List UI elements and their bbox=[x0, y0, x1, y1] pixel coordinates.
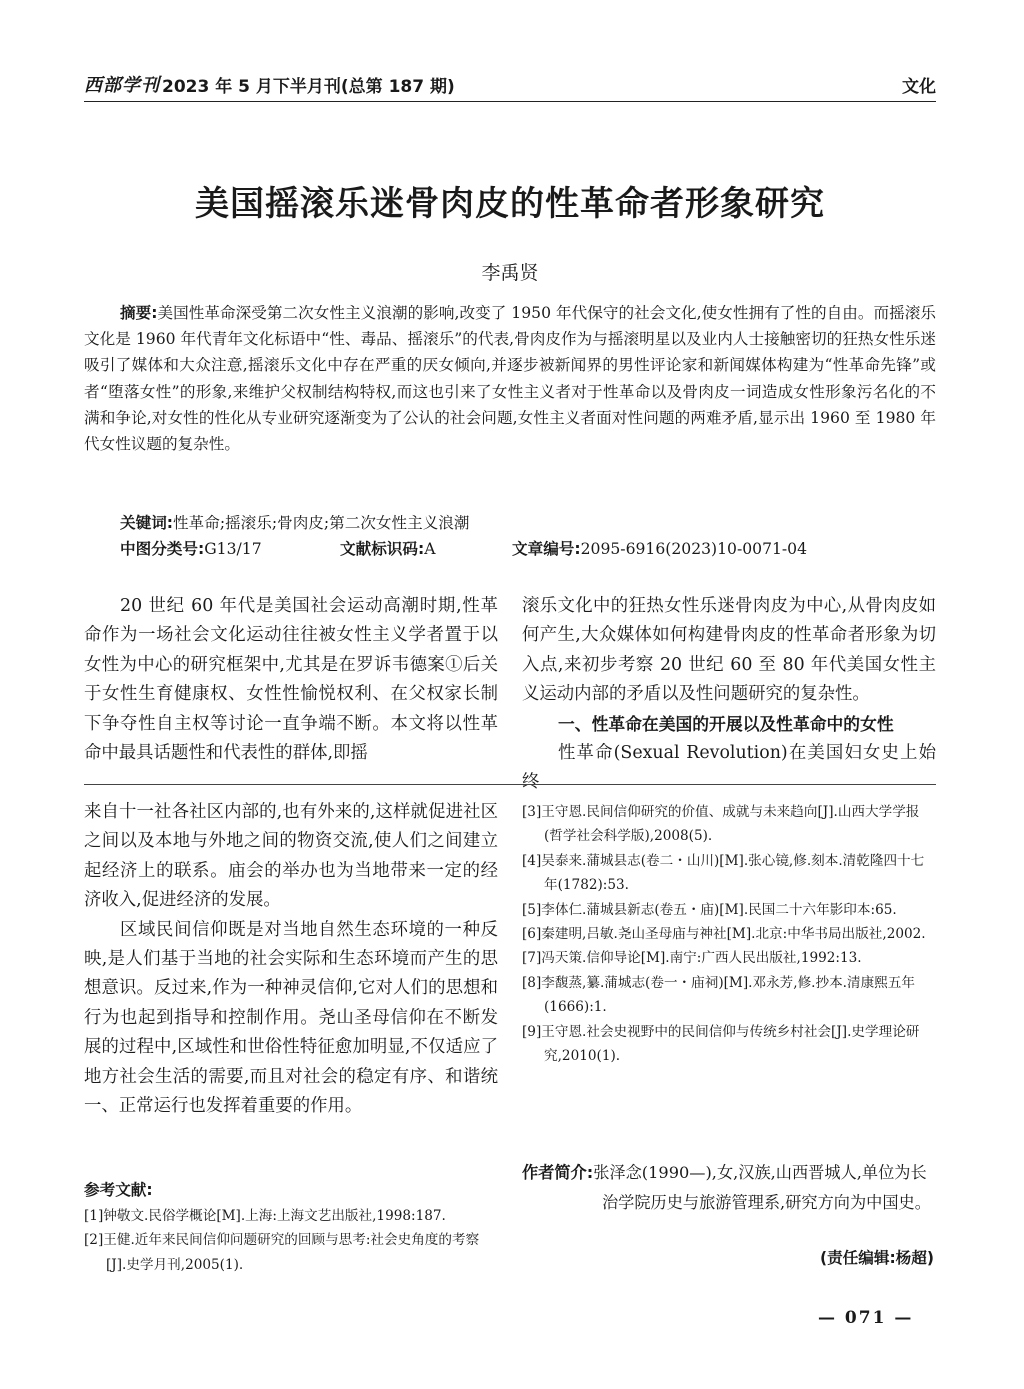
abstract bbox=[84, 300, 936, 457]
body-paragraph: 滚乐文化中的狂热女性乐迷骨肉皮为中心,从骨肉皮如何产生,大众媒体如何构建骨肉皮的性革命者形象为切入点,来初步考察 20 世纪 60 至 80 年代美国女性主义运动内部的矛盾以及性问题研究的复杂性。 bbox=[522, 596, 936, 705]
reference-item: [2]王健.近年来民间信仰问题研究的回顾与思考:社会史角度的考察[J].史学月刊,2005(1). bbox=[84, 1232, 480, 1273]
reference-item: [5]李体仁.蒲城县新志(卷五・庙)[M].民国二十六年影印本:65. bbox=[522, 901, 897, 918]
author-name: 李禹贤 bbox=[481, 262, 539, 284]
section-heading: 一、性革命在美国的开展以及性革命中的女性 bbox=[558, 713, 894, 734]
article-title: 美国摇滚乐迷骨肉皮的性革命者形象研究 bbox=[195, 184, 825, 224]
section-name: 文化 bbox=[902, 77, 936, 97]
author-intro-text: 张泽念(1990—),女,汉族,山西晋城人,单位为长治学院历史与旅游管理系,研究方向为中国史。 bbox=[593, 1163, 931, 1212]
page-divider bbox=[84, 784, 936, 785]
article-number bbox=[512, 536, 807, 562]
reference-item: [9]王守恩.社会史视野中的民间信仰与传统乡村社会[J].史学理论研究,2010(1). bbox=[522, 1023, 920, 1065]
reference-item: [8]李馥蒸,纂.蒲城志(卷一・庙祠)[M].邓永芳,修.抄本.清康熙五年(1666):1. bbox=[522, 974, 915, 1016]
page-number: — 071 — bbox=[818, 1308, 914, 1328]
doc-value: A bbox=[424, 540, 436, 558]
body-paragraph: 性革命(Sexual Revolution)在美国妇女史上始终 bbox=[522, 743, 936, 793]
body-paragraph: 区域民间信仰既是对当地自然生态环境的一种反映,是人们基于当地的社会实际和生态环境而产生的思想意识。反过来,作为一种神灵信仰,它对人们的思想和行为也起到指导和控制作用。尧山圣母信仰在不断发展的过程中,区域性和世俗性特征愈加明显,不仅适应了地方社会生活的需要,而且对社会的稳定有序、和谐统一、正常运行也发挥着重要的作用。 bbox=[84, 919, 498, 1117]
abstract-text: 美国性革命深受第二次女性主义浪潮的影响,改变了 1950 年代保守的社会文化,使女性拥有了性的自由。而摇滚乐文化是 1960 年代青年文化标语中“性、毒品、摇滚乐”的代表,骨肉皮作为与摇滚明星以及业内人士接触密切的狂热女性乐迷吸引了媒体和大众注意,摇滚乐文化中存在严重的厌女倾向,并逐步被新闻界的男性评论家和新闻媒体构建为“性革命先锋”或者“堕落女性”的形象,来维护父权制结构特权,而这也引来了女性主义者对于性革命以及骨肉皮一词造成女性形象污名化的不满和争论,对女性的性化从专业研究逐渐变为了公认的社会问题,女性主义者面对性问题的两难矛盾,显示出 1960 至 1980 年代女性议题的复杂性。 bbox=[84, 304, 936, 454]
author-intro-label: 作者简介: bbox=[522, 1163, 594, 1182]
body-bottom-left-column bbox=[84, 798, 498, 1121]
references-heading: 参考文献: bbox=[84, 1181, 153, 1199]
journal-logo: 西部学刊 bbox=[84, 75, 160, 96]
body-top-left-column bbox=[84, 592, 498, 768]
body-top-right-column bbox=[522, 592, 936, 798]
reference-item: [3]王守恩.民间信仰研究的价值、成就与未来趋向[J].山西大学学报(哲学社会科学版),2008(5). bbox=[522, 804, 920, 845]
author-intro-text-wrap bbox=[522, 1158, 936, 1218]
reference-item: [6]秦建明,吕敏.尧山圣母庙与神社[M].北京:中华书局出版社,2002. bbox=[522, 926, 926, 943]
header-left bbox=[84, 71, 455, 97]
clc-value: G13/17 bbox=[204, 540, 262, 558]
keywords-text: 性革命;摇滚乐;骨肉皮;第二次女性主义浪潮 bbox=[173, 514, 470, 532]
references-right bbox=[522, 800, 936, 1068]
reference-item: [7]冯天策.信仰导论[M].南宁:广西人民出版社,1992:13. bbox=[522, 950, 862, 967]
classification-line bbox=[120, 536, 807, 562]
document-code bbox=[340, 536, 512, 562]
clc-label: 中图分类号: bbox=[120, 540, 205, 558]
doc-label: 文献标识码: bbox=[340, 540, 425, 558]
reference-item: [4]吴泰来.蒲城县志(卷二・山川)[M].张心镜,修.刻本.清乾隆四十七年(1782):53. bbox=[522, 852, 925, 894]
body-paragraph: 20 世纪 60 年代是美国社会运动高潮时期,性革命作为一场社会文化运动往往被女性主义学者置于以女性为中心的研究框架中,尤其是在罗诉韦德案①后关于女性生育健康权、女性性愉悦权利、在父权家长制下争夺性自主权等讨论一直争端不断。本文将以性革命中最具话题性和代表性的群体,即摇 bbox=[84, 596, 498, 764]
responsible-editor: (责任编辑:杨超) bbox=[819, 1249, 934, 1267]
keywords-label: 关键词: bbox=[120, 514, 174, 532]
reference-item: [1]钟敬文.民俗学概论[M].上海:上海文艺出版社,1998:187. bbox=[84, 1208, 446, 1224]
keywords bbox=[120, 510, 469, 536]
article-label: 文章编号: bbox=[512, 540, 581, 558]
issue-info: 2023 年 5 月下半月刊(总第 187 期) bbox=[162, 77, 455, 97]
running-header bbox=[84, 72, 936, 102]
clc-number bbox=[120, 536, 340, 562]
body-paragraph: 来自十一社各社区内部的,也有外来的,这样就促进社区之间以及本地与外地之间的物资交流,使人们之间建立起经济上的联系。庙会的举办也为当地带来一定的经济收入,促进经济的发展。 bbox=[84, 802, 498, 911]
author-introduction bbox=[522, 1158, 936, 1218]
article-value: 2095-6916(2023)10-0071-04 bbox=[580, 540, 808, 558]
abstract-label: 摘要: bbox=[120, 304, 158, 322]
references-left bbox=[84, 1204, 498, 1277]
